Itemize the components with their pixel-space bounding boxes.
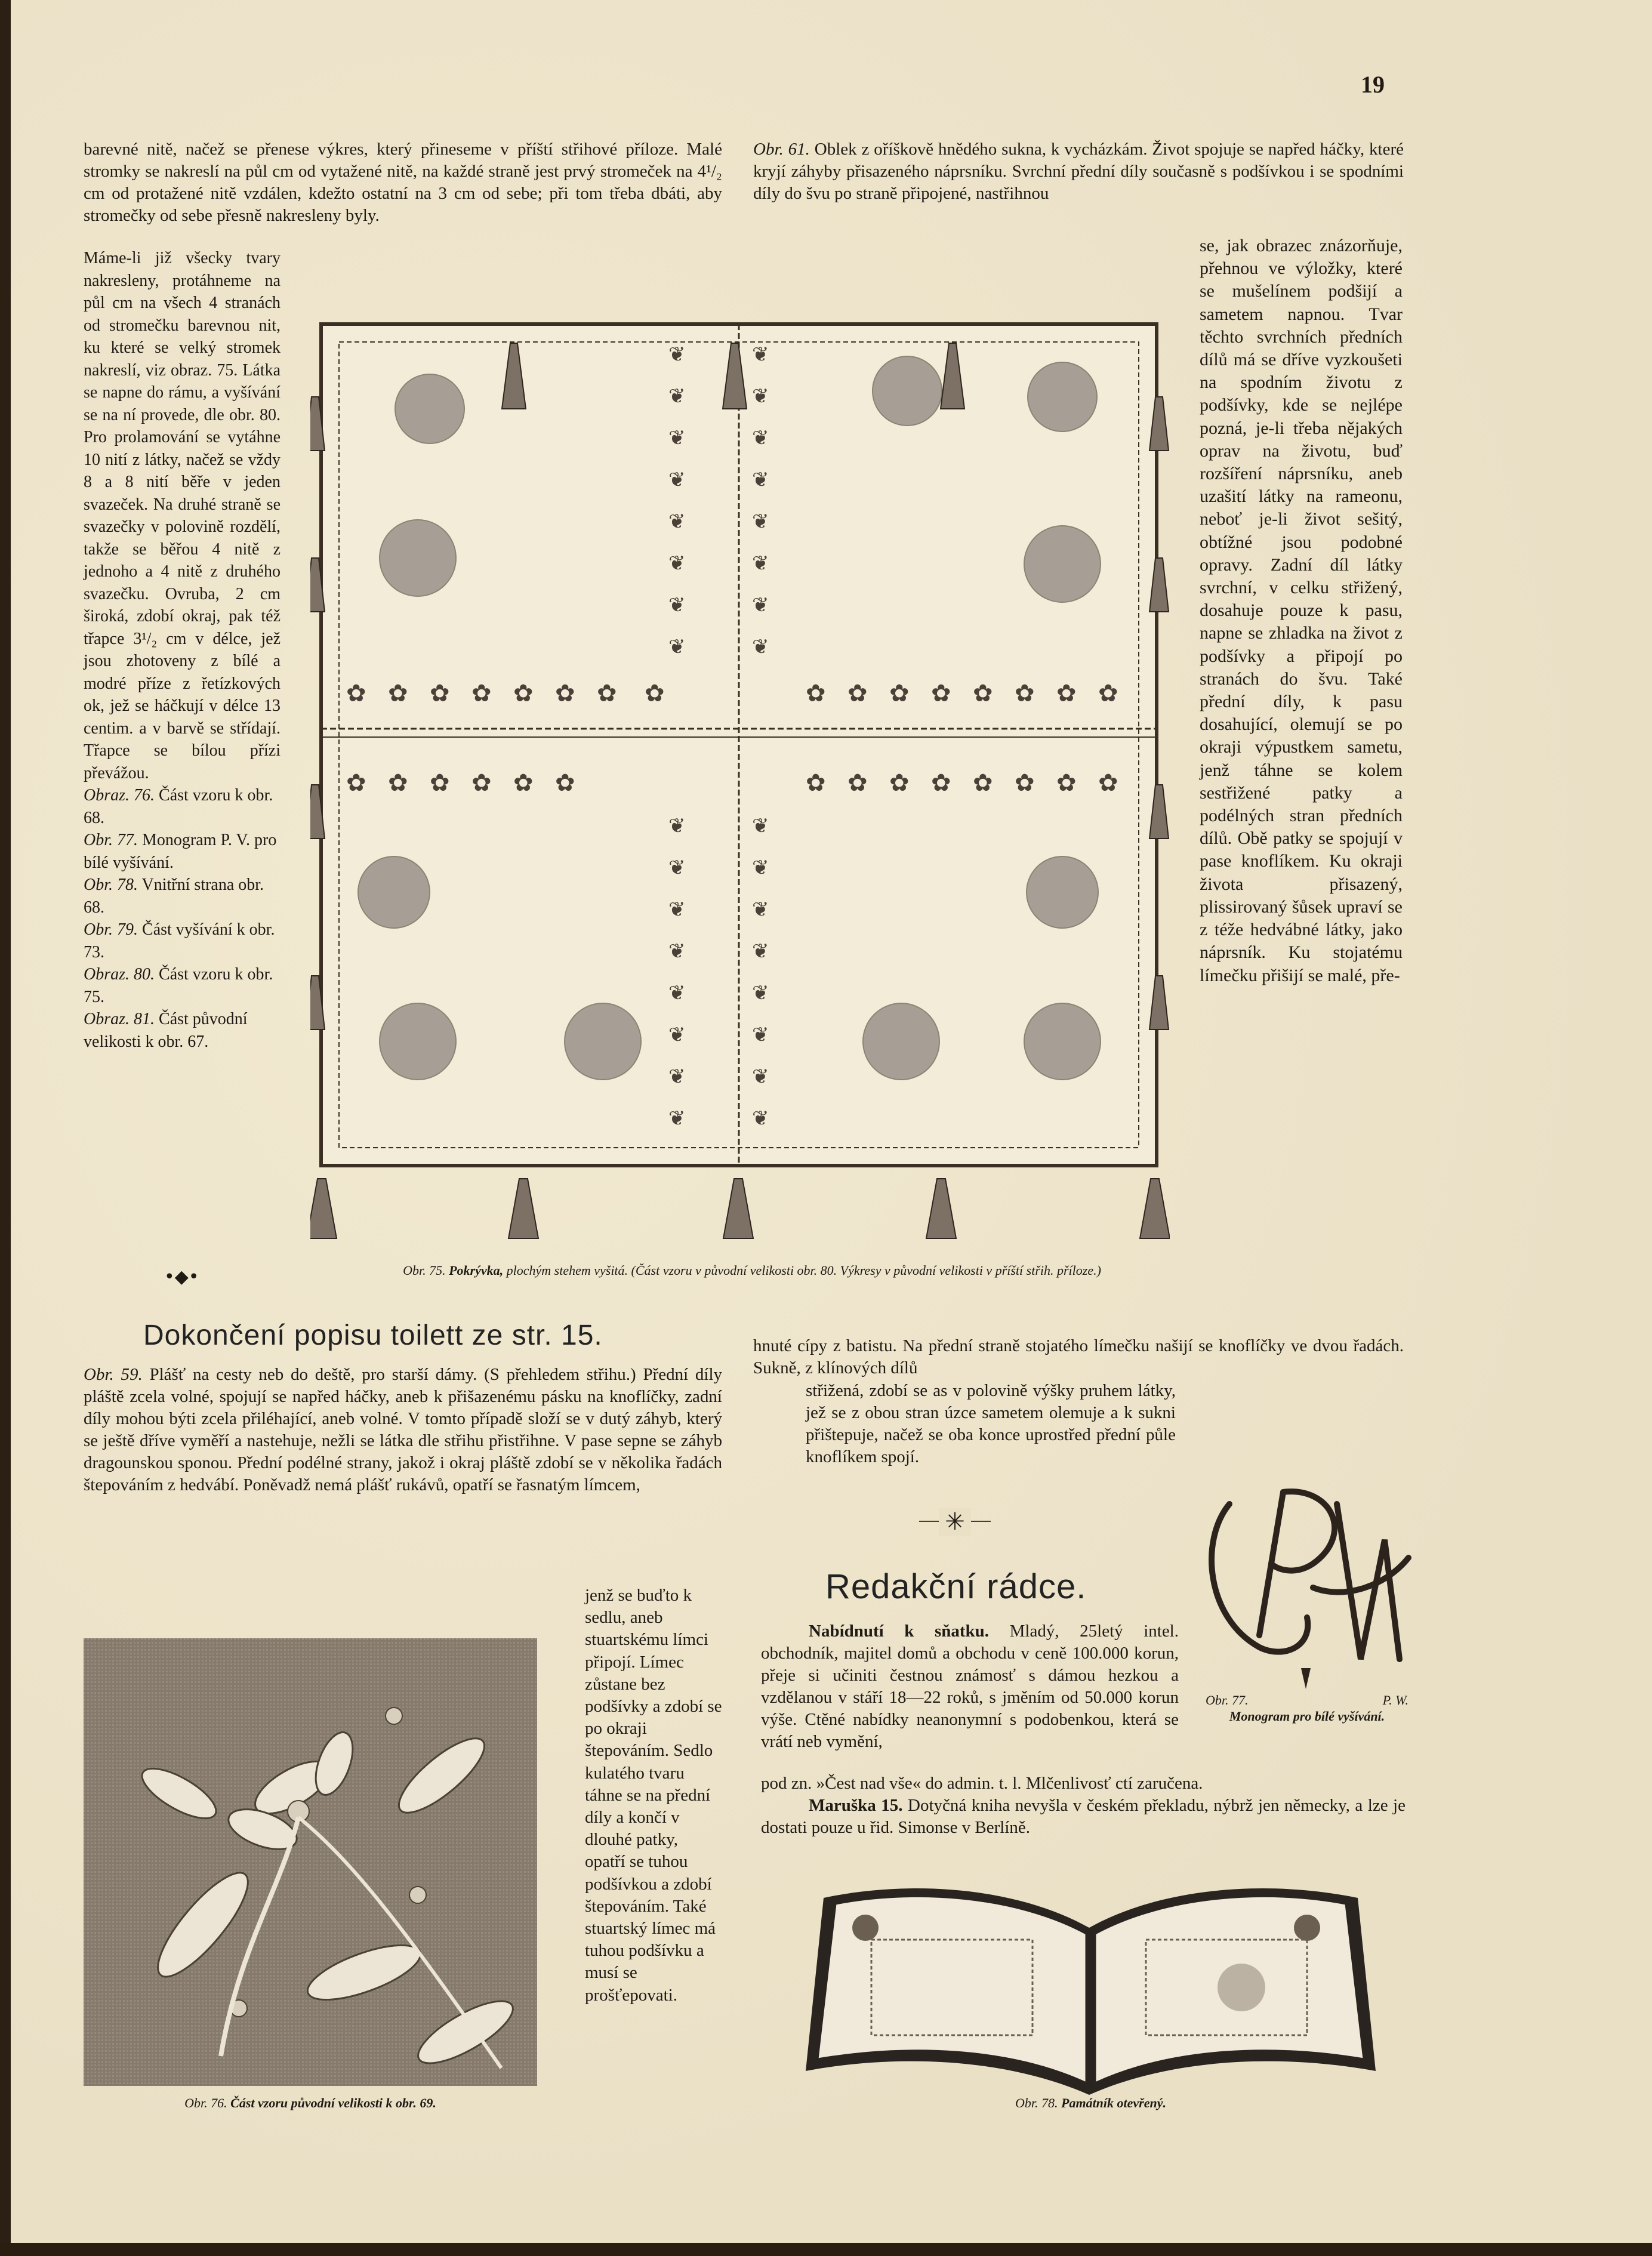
continuation-paragraph [84, 1364, 722, 1496]
left-intro-text [84, 138, 722, 227]
svg-text:✿: ✿ [973, 769, 993, 797]
legend-ref: Obraz. 80. [84, 965, 155, 984]
svg-text:✿: ✿ [471, 680, 492, 707]
svg-text:✿: ✿ [806, 769, 826, 797]
continuation-narrow-paragraph: jenž se buďto k sedlu, aneb stuartskému límci připojí. Límec zůstane bez podšívky a zdobí se po okraji štepováním. Sedlo kulatého tvaru táhne se na přední díly a končí v dlouhé patky, opatří se tuhou podšívkou a zdobí štepováním. Také stuartský límec má tuhou podšívku a musí se prošťepovati. [585, 1586, 722, 2005]
divider-star-icon: ✳ [939, 1508, 971, 1536]
svg-text:❦: ❦ [668, 384, 686, 408]
continuation-narrow-column [585, 1585, 722, 2007]
svg-text:❦: ❦ [752, 1107, 769, 1130]
page-edge-bottom [0, 2243, 1652, 2256]
figure-78-caption [788, 2095, 1394, 2111]
svg-text:❦: ❦ [668, 898, 686, 921]
figure-76-embroidery-detail [84, 1638, 537, 2086]
svg-text:✿: ✿ [346, 769, 366, 797]
redakcni-1-text: Mladý, 25letý intel. obchodník, majitel domů a obchodu v ceně 100.000 korun, přeje si učiniti čestnou známosť s dámou hezkou a vzdělanou v stáří 18—22 roků, s jměním od 50.000 korun výše. Ctěné nabídky neanonymní s podobenkou, která se vrátí neb vymění, [761, 1622, 1179, 1751]
legend-text: Část vyšívání k obr. 73. [84, 920, 275, 961]
fig76-ref: Obr. 76. [184, 2095, 227, 2110]
figure-77-monogram [1194, 1468, 1414, 1695]
redakcni-item-2 [761, 1795, 1406, 1839]
svg-text:✿: ✿ [973, 680, 993, 707]
page-number: 19 [1361, 71, 1385, 98]
svg-text:❦: ❦ [752, 635, 769, 659]
svg-text:❦: ❦ [668, 981, 686, 1005]
svg-text:❦: ❦ [752, 981, 769, 1005]
svg-text:✿: ✿ [388, 769, 408, 797]
svg-text:❦: ❦ [752, 551, 769, 575]
svg-text:❦: ❦ [668, 426, 686, 450]
fig77-caption-line [1206, 1692, 1408, 1708]
svg-text:❦: ❦ [668, 1107, 686, 1130]
legend-item [84, 829, 281, 874]
legend-text: Část vzoru k obr. 68. [84, 786, 273, 827]
svg-text:✿: ✿ [513, 769, 534, 797]
figure-legend-list [84, 784, 281, 1053]
fig77-title: Monogram pro bílé vyšívání. [1229, 1709, 1385, 1724]
heading-redakcni-radce: Redakční rádce. [825, 1567, 1087, 1606]
legend-item [84, 963, 281, 1008]
redakcni-2-text: Dotyčná kniha nevyšla v českém překladu, nýbrž jen německy, a lze je dostati pouze u řid. Simonse v Berlíně. [761, 1796, 1406, 1837]
svg-text:❦: ❦ [752, 426, 769, 450]
svg-text:✿: ✿ [513, 680, 534, 707]
legend-text: Část vzoru k obr. 75. [84, 965, 273, 1006]
svg-text:✿: ✿ [346, 680, 366, 707]
svg-text:❦: ❦ [752, 856, 769, 880]
svg-text:✿: ✿ [597, 680, 617, 707]
svg-text:✿: ✿ [1098, 769, 1118, 797]
redakcni-wide [761, 1773, 1406, 1839]
right-narrow-column [1200, 235, 1403, 987]
svg-text:❦: ❦ [752, 939, 769, 963]
svg-text:❦: ❦ [752, 593, 769, 617]
svg-text:✿: ✿ [555, 680, 575, 707]
legend-ref: Obraz. 81. [84, 1010, 155, 1028]
fig77-initials: P. W. [1382, 1693, 1408, 1708]
svg-text:❦: ❦ [668, 343, 686, 366]
monogram-illustration [1194, 1468, 1414, 1695]
legend-ref: Obr. 77. [84, 831, 138, 849]
redakcni-1-tail: pod zn. »Čest nad vše« do admin. t. l. Mlčenlivosť ctí zaručena. [761, 1774, 1203, 1793]
svg-text:❦: ❦ [752, 510, 769, 534]
figure-76-caption [84, 2095, 537, 2111]
svg-text:❦: ❦ [752, 1065, 769, 1089]
svg-text:✿: ✿ [1015, 680, 1035, 707]
svg-text:✿: ✿ [847, 769, 868, 797]
svg-text:❦: ❦ [668, 1065, 686, 1089]
obr61-text: Oblek z oříškově hnědého sukna, k vycházkám. Život spojuje se napřed háčky, které kryjí záhyby přisazeného náprsníku. Svrchní přední díly současně s podšívkou i se spodními díly do švu po straně připojené, nastřihnou [753, 140, 1404, 203]
middle-column-text [806, 1380, 1176, 1468]
fig78-ref: Obr. 78. [1015, 2095, 1058, 2110]
svg-text:❦: ❦ [668, 939, 686, 963]
svg-text:❦: ❦ [752, 468, 769, 492]
svg-text:✿: ✿ [847, 680, 868, 707]
redakcni-1-lead: Nabídnutí k sňatku. [809, 1622, 990, 1641]
page-edge-left [0, 0, 11, 2256]
fig76-title: Část vzoru původní velikosti k obr. 69. [230, 2095, 436, 2110]
section-divider [919, 1508, 991, 1536]
legend-ref: Obraz. 76. [84, 786, 155, 805]
left-intro-paragraph: barevné nitě, načež se přenese výkres, který přineseme v příští střihové příloze. Malé stromky se nakreslí na půl cm od vytažené nitě, na každé straně jest prvý stromeček na 4¹/₂ cm od protažené nitě vzdálen, kdežto ostatní na 3 cm od sebe; při tom třeba dbáti, aby stromečky od sebe přesně nakresleny byly. [84, 140, 722, 225]
right-top-paragraph [753, 138, 1404, 205]
left-narrow-paragraph: Máme-li již všecky tvary nakresleny, protáhneme na půl cm na všech 4 stranách od stromečku barevnou nit, ku které se velký stromek nakreslí, viz obraz. 75. Látka se napne do rámu, a vyšívání se na ní provede, dle obr. 80. Pro prolamování se vytáhne 10 nití z látky, načež se vždy 8 a 8 nití běře v jeden svazeček. Na druhé straně se svazečky v polovině rozdělí, takže se běřou 4 nitě z jednoho a 4 nitě z druhého svazečku. Ovruba, 2 cm široká, zdobí okraj, pak též třapce 3¹/₂ cm v délce, jež jsou zhotoveny z bílé a modré příze z řetízkových ok, jež se háčkují v délce 13 centim. a v barvě se střídají. Třapce se bílou přízi převážou. [84, 249, 281, 782]
legend-item [84, 1008, 281, 1053]
svg-text:✿: ✿ [931, 769, 951, 797]
legend-ref: Obr. 78. [84, 876, 138, 894]
fig78-title: Památník otevřený. [1061, 2095, 1166, 2110]
legend-ref: Obr. 79. [84, 920, 138, 939]
svg-text:❦: ❦ [752, 898, 769, 921]
svg-text:✿: ✿ [889, 769, 910, 797]
left-narrow-column [84, 247, 281, 1053]
fig75-ref: Obr. 75. [403, 1263, 446, 1278]
svg-text:✿: ✿ [806, 680, 826, 707]
legend-text: Monogram P. V. pro bílé vyšívání. [84, 831, 277, 872]
legend-item [84, 784, 281, 829]
svg-text:✿: ✿ [889, 680, 910, 707]
legend-item [84, 919, 281, 963]
svg-text:❦: ❦ [752, 343, 769, 366]
right-top-text [753, 138, 1404, 205]
middle-wide-paragraph: hnuté cípy z batistu. Na přední straně stojatého límečku našijí se knoflíčky ve dvou řadách. Sukně, z klínových dílů [753, 1336, 1404, 1377]
redakcni-column [761, 1620, 1179, 1753]
svg-text:✿: ✿ [471, 769, 492, 797]
album-illustration [788, 1874, 1394, 2113]
legend-text: Část původní velikosti k obr. 67. [84, 1010, 248, 1051]
svg-text:❦: ❦ [668, 814, 686, 838]
svg-text:❦: ❦ [668, 593, 686, 617]
svg-text:✿: ✿ [430, 769, 450, 797]
svg-text:❦: ❦ [752, 1023, 769, 1047]
fig75-text: plochým stehem vyšitá. (Část vzoru v původní velikosti obr. 80. Výkresy v původní velikosti v příští střih. příloze.) [506, 1263, 1101, 1278]
embroidery-detail-image [84, 1638, 537, 2086]
svg-text:❦: ❦ [668, 510, 686, 534]
obr59-ref: Obr. 59. [84, 1365, 143, 1384]
svg-text:✿: ✿ [931, 680, 951, 707]
svg-text:❦: ❦ [668, 551, 686, 575]
fig77-ref: Obr. 77. [1206, 1693, 1249, 1708]
svg-text:✿: ✿ [1098, 680, 1118, 707]
svg-text:✿: ✿ [1015, 769, 1035, 797]
svg-text:✿: ✿ [555, 769, 575, 797]
redakcni-item-1 [761, 1620, 1179, 1753]
redakcni-2-lead: Maruška 15. [809, 1796, 903, 1815]
svg-text:❦: ❦ [752, 384, 769, 408]
svg-text:❦: ❦ [668, 468, 686, 492]
heading-continuation: Dokončení popisu toilett ze str. 15. [143, 1320, 603, 1351]
svg-text:❦: ❦ [752, 814, 769, 838]
svg-text:✿: ✿ [388, 680, 408, 707]
middle-column-paragraph: střižená, zdobí se as v polovině výšky pruhem látky, jež se z obou stran úzce sametem olemuje a k sukni přištepuje, načež se oba konce uprostřed přední půle knoflíkem spojí. [806, 1381, 1176, 1466]
figure-75-caption [322, 1262, 1182, 1278]
legend-item [84, 874, 281, 919]
svg-text:✿: ✿ [430, 680, 450, 707]
legend-text: Vnitřní strana obr. 68. [84, 876, 264, 917]
obr59-text: Plášť na cesty neb do deště, pro starší dámy. (S přehledem střihu.) Přední díly pláště zcela volné, spojují se napřed háčky, aneb k přišazenému pásku na knoflíčky, zadní díly mohou býti zcela přiléhající, aneb volné. V tomto případě složí se v dutý záhyb, který se ještě dříve vyměří a nastehuje, nežli se látka dle střihu přistřihne. V pase sepne se záhyb dragounskou sponou. Přední podélné strany, jakož i okraj pláště zdobí se v několika řadách štepováním z hedvábí. Poněvadž nemá plášť rukávů, opatří se řasnatým límcem, [84, 1365, 723, 1494]
svg-text:❦: ❦ [668, 1023, 686, 1047]
figure-78-open-album [788, 1874, 1394, 2113]
fig75-title: Pokrývka, [449, 1263, 504, 1278]
figure-75-embroidered-cover [310, 319, 1170, 1244]
small-ornament: •◆• [164, 1266, 199, 1287]
svg-text:✿: ✿ [1056, 680, 1077, 707]
svg-text:✿: ✿ [1056, 769, 1077, 797]
svg-text:❦: ❦ [668, 856, 686, 880]
svg-text:✿: ✿ [645, 680, 665, 707]
svg-text:❦: ❦ [668, 635, 686, 659]
cover-illustration [310, 319, 1170, 1244]
figure-77-caption [1206, 1692, 1408, 1724]
continuation-wide-text [84, 1364, 722, 1496]
obr61-ref: Obr. 61. [753, 140, 810, 159]
middle-wide-text [753, 1335, 1404, 1379]
right-narrow-paragraph: se, jak obrazec znázorňuje, přehnou ve výložky, které se mušelínem podšijí a sametem napnou. Tvar těchto svrchních předních dílů má se dříve vyzkoušeti na spodním životu z podšívky, kde se nejlépe pozná, je-li třeba nějakých oprav na životu, buď rozšíření náprsníku, aneb uzašití látky na rameonu, neboť je-li život sešitý, obtížné jsou podobné opravy. Zadní díl látky svrchní, v celku střižený, dosahuje pouze k pasu, napne se zhladka na život z podšívky a připojí po stranách do švu. Také přední díly, k pasu dosahující, olemují se po okraji výpustkem sametu, jenž táhne se kolem sestřižené patky a podélných stran předních dílů. Obě patky se spojují v pase knoflíkem. Ku okraji života přisazený, plissirovaný šůsek upraví se z téže hedvábné látky, jako náprsník. Ku stojatému límečku přišijí se malé, pře- [1200, 236, 1403, 985]
